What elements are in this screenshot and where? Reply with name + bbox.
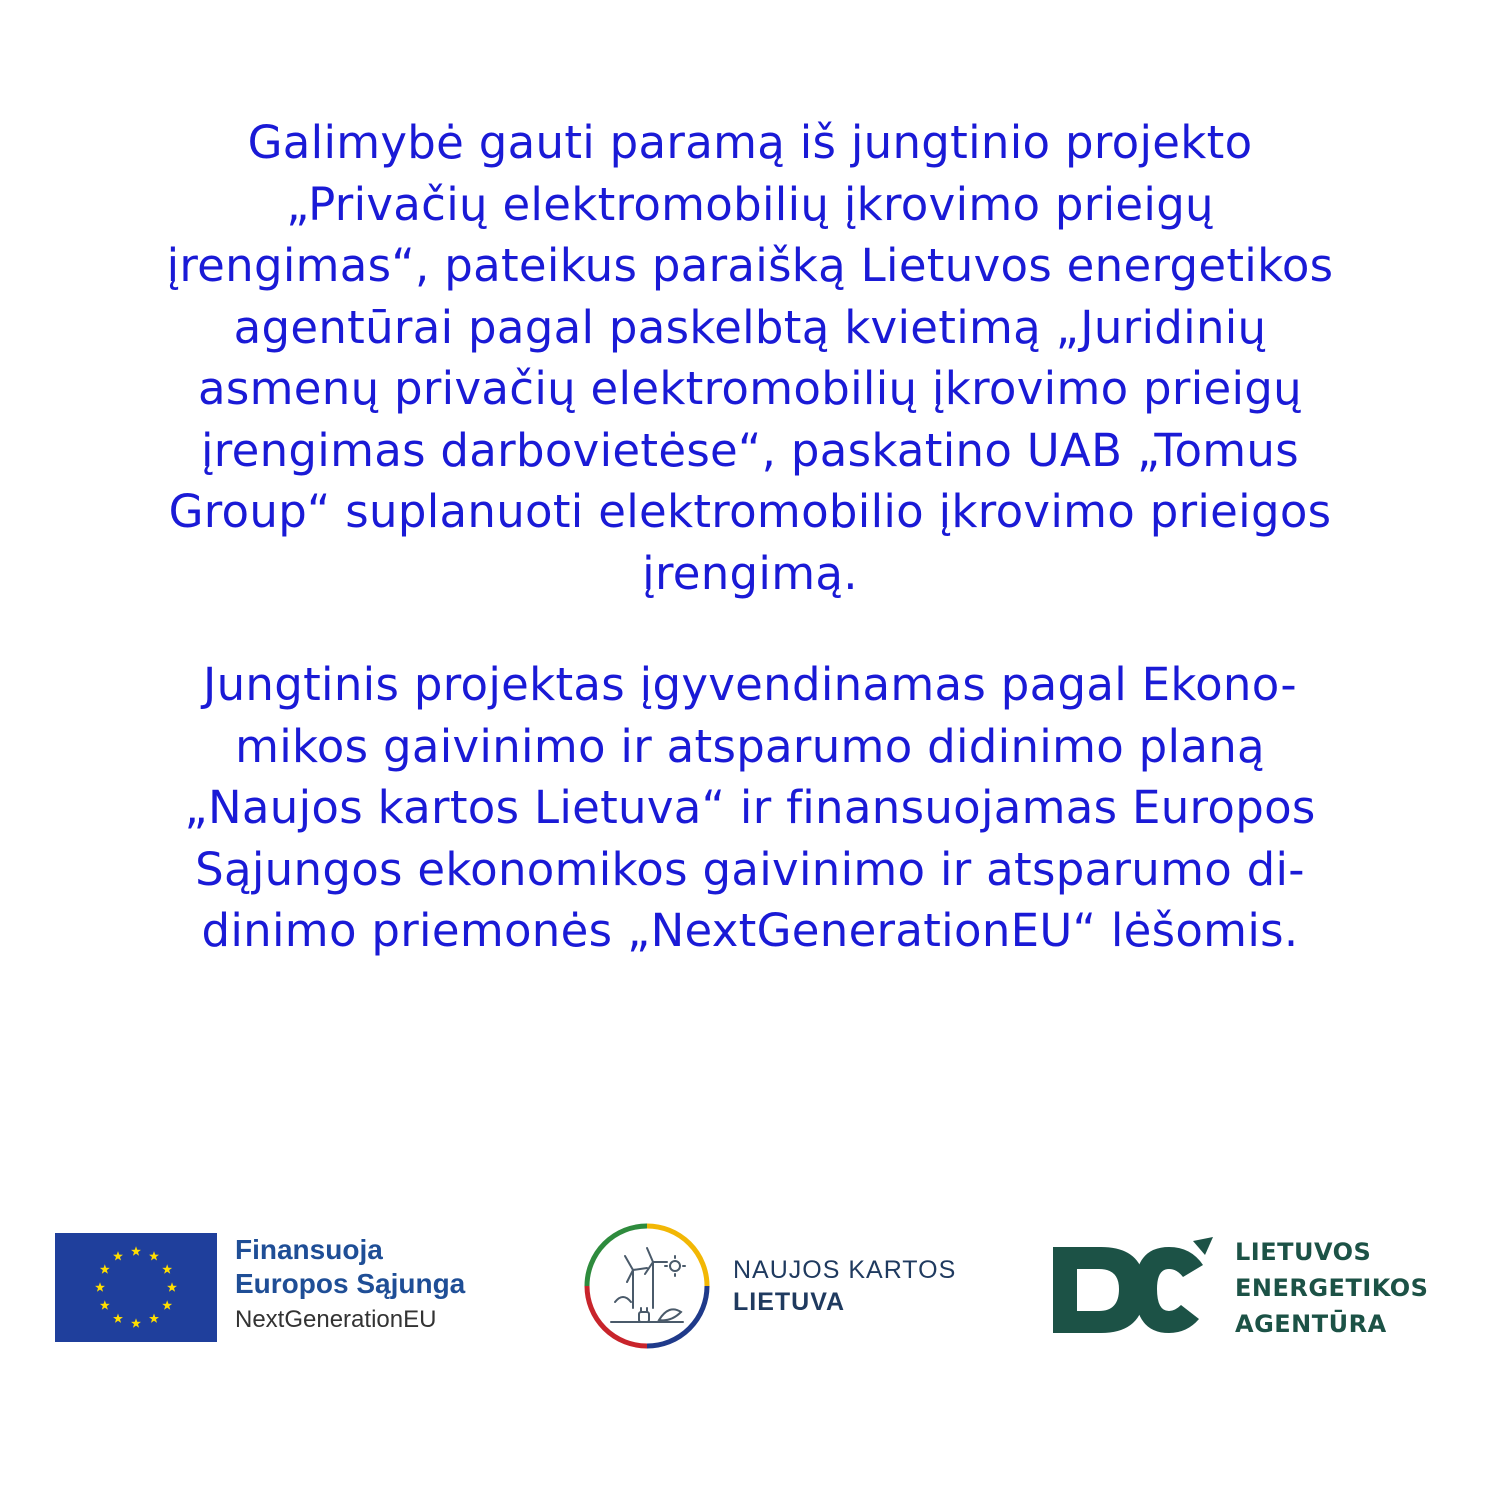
paragraph-1-line: asmenų privačių elektromobilių įkrovimo prieigų (198, 362, 1302, 415)
eu-funding-line-2: Europos Sąjunga (235, 1268, 466, 1299)
paragraph-1-line: įrengimas“, pateikus paraišką Lietuvos energetikos (166, 239, 1334, 292)
lea-line-1: LIETUVOS (1235, 1238, 1372, 1266)
naujos-kartos-lietuva-label (733, 1254, 956, 1318)
paragraph-1-line: „Privačių elektromobilių įkrovimo prieigų (286, 177, 1214, 231)
nkl-line-2: LIETUVA (733, 1288, 846, 1316)
paragraph-2-line: Jungtinis projektas įgyvendinamas pagal Ekono- (203, 658, 1297, 711)
eu-funding-line-3: NextGenerationEU (235, 1306, 437, 1333)
paragraph-2 (40, 654, 1460, 962)
eu-funding-line-1: Finansuoja (235, 1234, 383, 1265)
naujos-kartos-lietuva-emblem-icon (583, 1222, 711, 1350)
paragraph-1 (40, 112, 1460, 604)
lea-logo-mark-icon (1053, 1237, 1223, 1337)
eu-funding-label (235, 1233, 465, 1339)
lea-label (1235, 1234, 1428, 1342)
paragraph-2-line: mikos gaivinimo ir atsparumo didinimo planą (235, 719, 1265, 773)
paragraph-2-line: „Naujos kartos Lietuva“ ir finansuojamas Europos (184, 781, 1316, 834)
paragraph-2-line: Sąjungos ekonomikos gaivinimo ir atsparumo di- (195, 842, 1305, 896)
lea-line-3: AGENTŪRA (1235, 1310, 1387, 1338)
paragraph-2-line: dinimo priemonės „NextGenerationEU“ lėšomis. (201, 904, 1299, 957)
paragraph-1-line: įrengimas darbovietėse“, paskatino UAB „Tomus (200, 423, 1299, 477)
paragraph-1-line: Galimybė gauti paramą iš jungtinio projekto (247, 116, 1253, 169)
nkl-line-1: NAUJOS KARTOS (733, 1256, 957, 1284)
paragraph-1-line: įrengimą. (642, 546, 858, 600)
lea-line-2: ENERGETIKOS (1235, 1274, 1429, 1302)
paragraph-1-line: agentūrai pagal paskelbtą kvietimą „Juridinių (233, 300, 1267, 354)
paragraph-1-line: Group“ suplanuoti elektromobilio įkrovimo prieigos (168, 485, 1332, 538)
eu-flag-icon (55, 1233, 217, 1342)
